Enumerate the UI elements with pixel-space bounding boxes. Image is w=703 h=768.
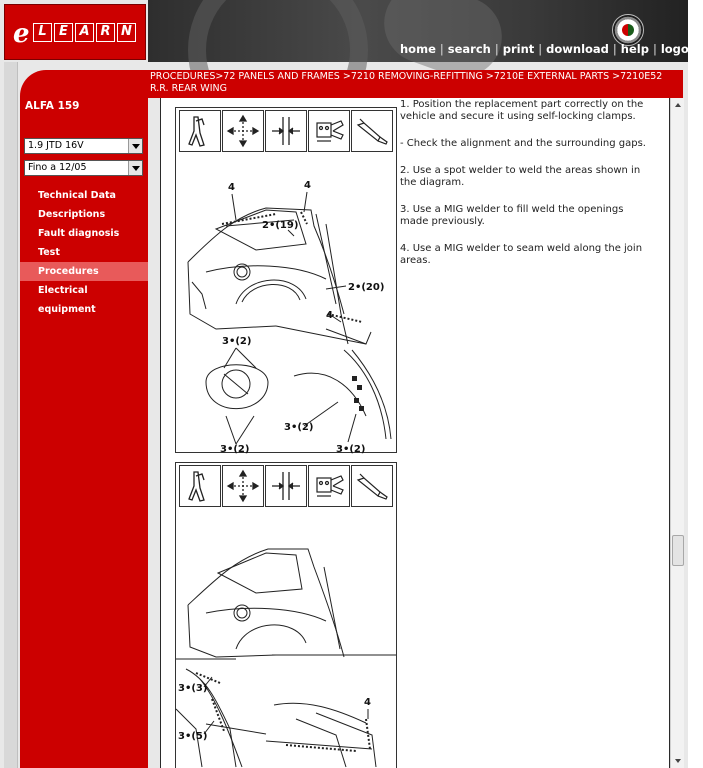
sidebar-item-fault-diagnosis[interactable]: Fault diagnosis	[38, 228, 120, 239]
gap-measure-icon	[265, 110, 307, 152]
logo-letter: A	[75, 23, 94, 42]
rear-wing-removal-diagram	[176, 154, 396, 455]
callout-label: 2•(20)	[348, 282, 385, 293]
gap-measure-icon	[265, 465, 307, 507]
chevron-down-icon[interactable]	[128, 139, 142, 153]
tool-icon-row	[179, 110, 393, 152]
nav-separator: |	[612, 42, 617, 56]
rear-wing-welding-diagram	[176, 509, 396, 767]
top-navigation	[400, 42, 703, 56]
logo-letter: E	[54, 23, 73, 42]
alignment-arrows-icon	[222, 110, 264, 152]
alignment-arrows-icon	[222, 465, 264, 507]
chevron-down-icon[interactable]	[128, 161, 142, 175]
scroll-up-arrow-icon[interactable]	[671, 98, 685, 112]
mig-welder-torch-icon	[351, 110, 393, 152]
engine-select[interactable]	[24, 138, 143, 154]
procedure-figure	[175, 107, 397, 453]
clamp-tool-icon	[179, 465, 221, 507]
nav-link-print[interactable]: print	[502, 42, 535, 56]
procedure-figure	[175, 462, 397, 768]
logo-e-letter: e	[13, 19, 30, 49]
logo-wordmark	[33, 23, 136, 42]
scroll-down-arrow-icon[interactable]	[671, 754, 685, 768]
sidebar-item-electrical-equipment[interactable]: Electrical equipment	[38, 285, 96, 315]
sidebar-item-descriptions[interactable]: Descriptions	[38, 209, 106, 220]
spot-welder-icon	[308, 110, 350, 152]
brand-badge-emblem	[622, 24, 634, 36]
sidebar-item-procedures[interactable]: Procedures	[20, 262, 148, 281]
callout-label: 3•(3)	[178, 683, 208, 694]
nav-link-home[interactable]: home	[400, 42, 436, 56]
nav-link-help[interactable]: help	[620, 42, 649, 56]
sidebar	[20, 98, 148, 768]
callout-label: 4	[364, 697, 371, 708]
callout-label: 3•(2)	[336, 444, 366, 455]
date-select[interactable]	[24, 160, 143, 176]
clamp-tool-icon	[179, 110, 221, 152]
sidebar-nav	[20, 186, 148, 315]
nav-separator: |	[439, 42, 444, 56]
instruction-step: 3. Use a MIG welder to fill weld the openings made previously.	[400, 204, 624, 227]
nav-link-download[interactable]: download	[546, 42, 609, 56]
logo-letter: R	[96, 23, 115, 42]
mig-welder-torch-icon	[351, 465, 393, 507]
sidebar-item-technical-data[interactable]: Technical Data	[38, 190, 116, 201]
tool-icon-row	[179, 465, 393, 507]
instruction-step: - Check the alignment and the surrounding gaps.	[400, 138, 646, 149]
callout-label: 2•(19)	[262, 220, 299, 231]
callout-label: 4	[228, 182, 235, 193]
callout-label: 3•(2)	[220, 444, 250, 455]
callout-label: 3•(2)	[222, 336, 252, 347]
instruction-step: 4. Use a MIG welder to seam weld along the join areas.	[400, 243, 643, 266]
content-scrollbar[interactable]	[670, 98, 684, 768]
procedure-content	[160, 98, 670, 768]
procedure-instructions	[400, 99, 650, 282]
elearn-logo[interactable]	[4, 4, 146, 60]
engine-select-value: 1.9 JTD 16V	[28, 140, 84, 151]
scroll-thumb[interactable]	[672, 535, 684, 566]
logo-letter: L	[33, 23, 52, 42]
nav-separator: |	[494, 42, 499, 56]
instruction-step: 2. Use a spot welder to weld the areas shown in the diagram.	[400, 165, 641, 188]
logo-letter: N	[117, 23, 136, 42]
nav-separator: |	[652, 42, 657, 56]
model-title: ALFA 159	[25, 100, 80, 112]
nav-link-search[interactable]: search	[447, 42, 491, 56]
callout-label: 3•(2)	[284, 422, 314, 433]
callout-label: 4	[326, 310, 333, 321]
instruction-step: 1. Position the replacement part correctly on the vehicle and secure it using self-locking clamps.	[400, 99, 644, 122]
sidebar-item-test[interactable]: Test	[38, 247, 60, 258]
left-gutter	[4, 62, 18, 768]
date-select-value: Fino a 12/05	[28, 162, 87, 173]
breadcrumb[interactable]: PROCEDURES>72 PANELS AND FRAMES >7210 REMOVING-REFITTING >7210E EXTERNAL PARTS >7210E52 R.R. REAR WING	[150, 71, 663, 94]
spot-welder-icon	[308, 465, 350, 507]
nav-separator: |	[538, 42, 543, 56]
callout-label: 4	[304, 180, 311, 191]
breadcrumb-bar	[20, 70, 683, 98]
callout-label: 3•(5)	[178, 731, 208, 742]
nav-link-logout[interactable]: logout	[660, 42, 703, 56]
